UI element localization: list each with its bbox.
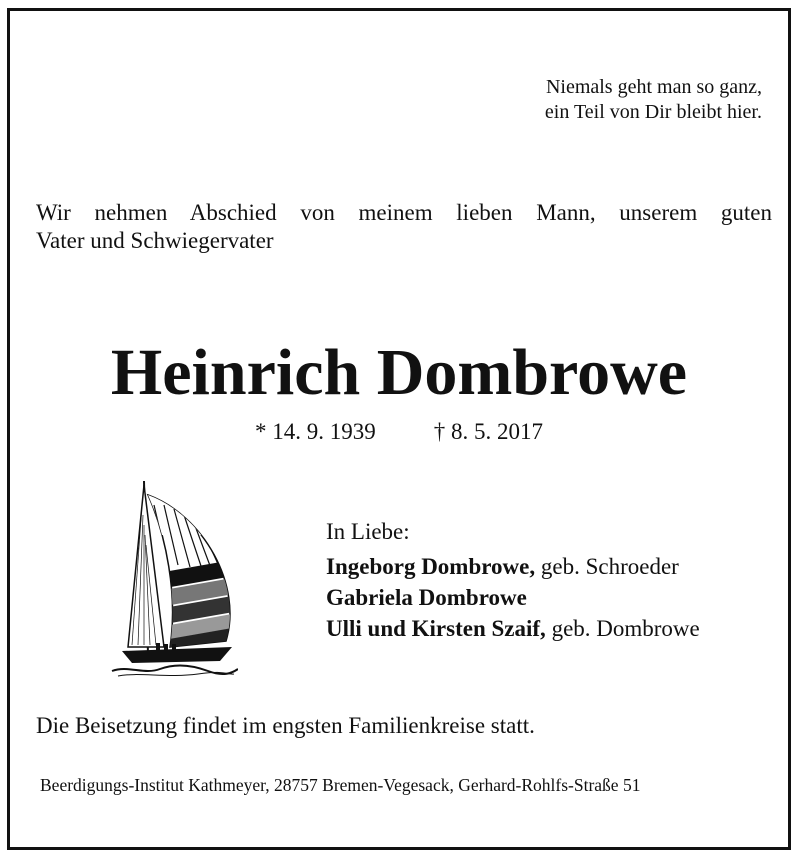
deceased-name: Heinrich Dombrowe [110, 336, 688, 409]
motto-line-1: Niemals geht man so ganz, [545, 76, 762, 98]
mourner-name: Gabriela Dombrowe [326, 585, 527, 610]
life-dates [10, 419, 788, 445]
death-date: † 8. 5. 2017 [433, 419, 543, 444]
mourner-name: Ingeborg Dombrowe, [326, 554, 536, 579]
mourner-note: geb. Schroeder [540, 554, 679, 579]
mourner-name: Ulli und Kirsten Szaif, [326, 616, 546, 641]
burial-note: Die Beisetzung findet im engsten Familienkreise statt. [36, 713, 535, 738]
mourners-list [326, 516, 700, 644]
mourners-label: In Liebe: [326, 519, 410, 544]
intro-text [36, 199, 772, 255]
intro-line-1: Wir nehmen Abschied von meinem lieben Mann, unserem guten [36, 200, 772, 225]
motto-line-2: ein Teil von Dir bleibt hier. [544, 101, 762, 123]
sailboat-icon [108, 475, 238, 679]
mourner-entry [326, 582, 700, 613]
motto-quote [545, 75, 762, 125]
mourner-entry [326, 613, 700, 644]
mourner-note: geb. Dombrowe [551, 616, 700, 641]
intro-line-2: Vater und Schwiegervater [36, 228, 274, 253]
mourner-entry [326, 551, 700, 582]
funeral-home-line: Beerdigungs-Institut Kathmeyer, 28757 Bremen-Vegesack, Gerhard-Rohlfs-Straße 51 [40, 775, 641, 795]
birth-date: * 14. 9. 1939 [255, 419, 376, 444]
obituary-notice [7, 8, 791, 850]
